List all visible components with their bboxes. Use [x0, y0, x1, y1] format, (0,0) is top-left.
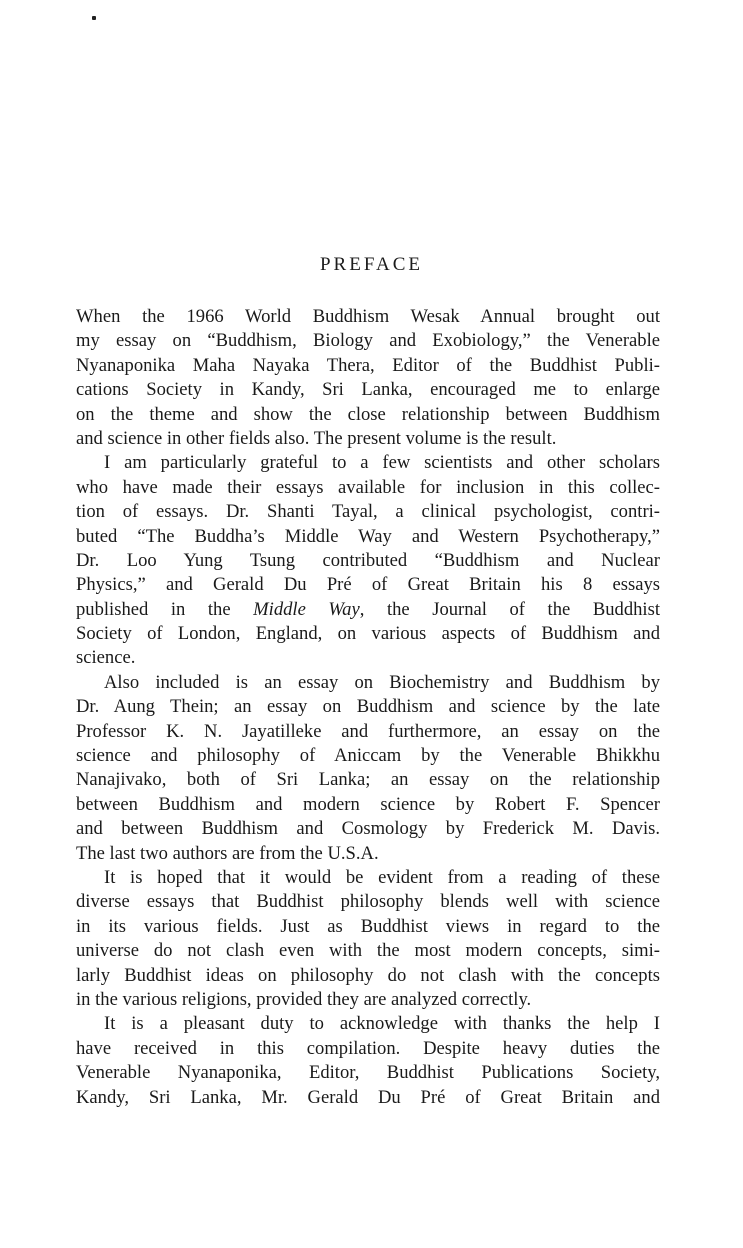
text-line: Professor K. N. Jayatilleke and furthermore, an essay on the: [76, 720, 660, 742]
text-line: When the 1966 World Buddhism Wesak Annual brought out: [76, 306, 660, 327]
text-line: Venerable Nyanaponika, Editor, Buddhist Publications Society,: [76, 1062, 660, 1084]
text-line: science.: [76, 647, 136, 669]
text-line: I am particularly grateful to a few scientists and other scholars: [104, 452, 660, 474]
page-title: PREFACE: [319, 254, 423, 275]
text-line: It is hoped that it would be evident from a reading of these: [104, 866, 660, 888]
text-line: Dr. Aung Thein; an essay on Buddhism and science by the late: [76, 696, 660, 718]
text-line: in its various fields. Just as Buddhist views in regard to the: [76, 915, 660, 937]
text-line: The last two authors are from the U.S.A.: [76, 842, 379, 864]
text-line: Society of London, England, on various aspects of Buddhism and: [76, 623, 660, 645]
text-line: universe do not clash even with the most modern concepts, simi-: [76, 940, 660, 962]
text-line: Nanajivako, both of Sri Lanka; an essay on the relationship: [76, 769, 660, 791]
preface-body: [76, 305, 660, 1110]
paragraph: [76, 451, 660, 671]
text-line: have received in this compilation. Despite heavy duties the: [76, 1037, 660, 1059]
text-line: my essay on “Buddhism, Biology and Exobiology,” the Venerable: [76, 330, 660, 352]
text-line: who have made their essays available for inclusion in this collec-: [76, 476, 660, 498]
scan-speck: [92, 16, 96, 20]
text-line: tion of essays. Dr. Shanti Tayal, a clinical psychologist, contri-: [76, 501, 660, 523]
paragraph: [76, 671, 660, 866]
text-line: Physics,” and Gerald Du Pré of Great Britain his 8 essays: [76, 574, 660, 596]
text-line: science and philosophy of Aniccam by the Venerable Bhikkhu: [76, 745, 660, 767]
text-line: diverse essays that Buddhist philosophy blends well with science: [76, 891, 660, 913]
text-line: published in the Middle Way, the Journal of the Buddhist: [76, 598, 660, 620]
paragraph: [76, 866, 660, 1012]
paragraph: [76, 1012, 660, 1110]
text-line: Dr. Loo Yung Tsung contributed “Buddhism and Nuclear: [76, 549, 660, 571]
text-line: and between Buddhism and Cosmology by Frederick M. Davis.: [76, 818, 660, 840]
text-line: Nyanaponika Maha Nayaka Thera, Editor of the Buddhist Publi-: [76, 354, 660, 376]
text-line: Also included is an essay on Biochemistry and Buddhism by: [104, 671, 660, 693]
paragraph: [76, 305, 660, 451]
text-line: in the various religions, provided they are analyzed correctly.: [76, 988, 532, 1010]
text-line: between Buddhism and modern science by Robert F. Spencer: [76, 793, 660, 815]
text-line: buted “The Buddha’s Middle Way and Western Psychotherapy,”: [76, 525, 660, 547]
text-line: cations Society in Kandy, Sri Lanka, encouraged me to enlarge: [76, 379, 660, 401]
text-line: It is a pleasant duty to acknowledge with thanks the help I: [104, 1013, 660, 1035]
text-line: larly Buddhist ideas on philosophy do not clash with the concepts: [76, 964, 660, 986]
text-line: and science in other fields also. The present volume is the result.: [76, 427, 557, 449]
italic-title: Middle Way: [253, 598, 360, 620]
text-line: Kandy, Sri Lanka, Mr. Gerald Du Pré of Great Britain and: [76, 1086, 660, 1108]
text-line: on the theme and show the close relationship between Buddhism: [76, 403, 660, 425]
